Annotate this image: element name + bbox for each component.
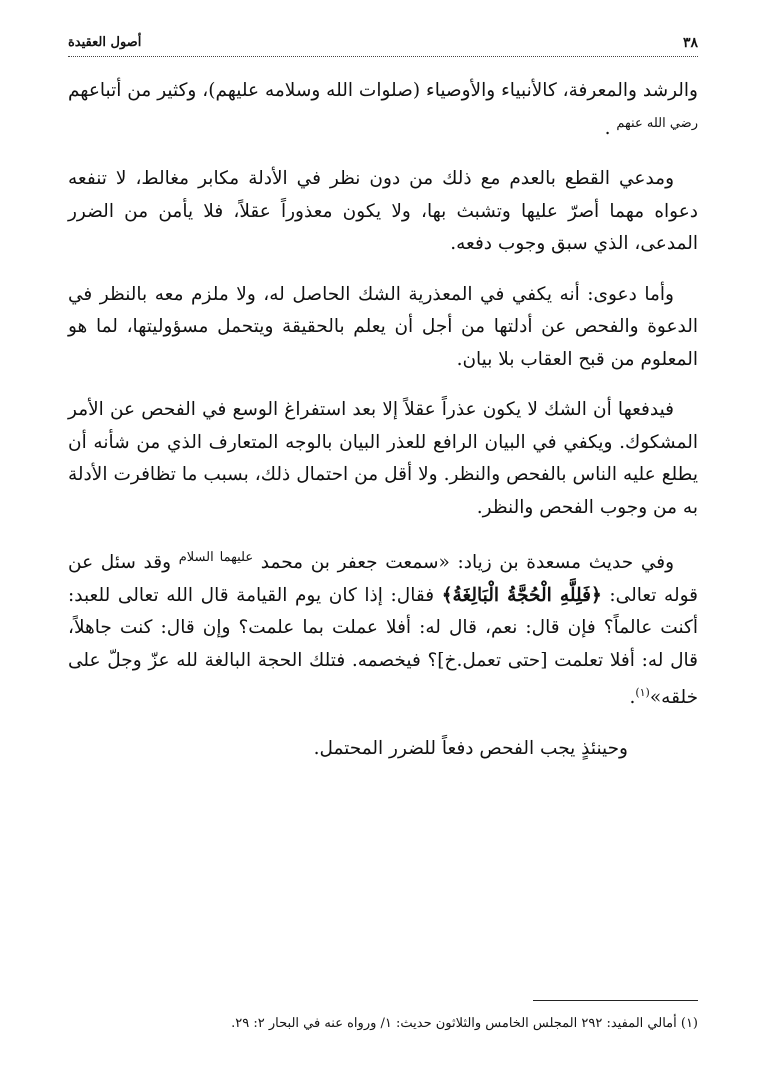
honorific-mark: عليهما السلام — [178, 550, 254, 566]
page-number: ٣٨ — [679, 30, 698, 56]
book-page — [68, 30, 698, 1070]
honorific-mark: رضي الله عنهم — [616, 115, 698, 131]
paragraph-1-end: . — [604, 117, 611, 139]
footnote-reference: (١) — [635, 686, 650, 700]
paragraph-1 — [68, 75, 698, 145]
paragraph-2: ومدعي القطع بالعدم مع ذلك من دون نظر في الأدلة مكابر مغالط، لا تنفعه دعواه مهما أصرّ عليها وتشبث بها، ولا يكون معذوراً عقلاً، فلا يأمن من الضرر المدعى، الذي سبق وجوب دفعه. — [68, 168, 698, 255]
footnote-divider — [533, 1000, 698, 1001]
paragraph-5-part-3: فقال: إذا كان يوم القيامة قال الله تعالى للعبد: أكنت عالماً؟ فإن قال: نعم، قال له: أفلا عملت بما علمت؟ وإن قال: كنت جاهلاً، قال له: أفلا تعلمت [حتى تعمل.خ]؟ فيخصمه. فتلك الحجة البالغة لله عزّ وجلّ على خلقه» — [68, 584, 698, 709]
paragraph-5-part-1: وفي حديث مسعدة بن زياد: «سمعت جعفر بن محمد — [260, 552, 675, 574]
body-text — [68, 75, 698, 765]
paragraph-5-end: . — [629, 687, 636, 709]
paragraph-3: وأما دعوى: أنه يكفي في المعذرية الشك الحاصل له، ولا ملزم معه بالنظر في الدعوة والفحص عن أدلتها من أجل أن يعلم بالحقيقة ويتحمل مسؤوليتها، لما هو المعلوم من قبح العقاب بلا بيان. — [68, 283, 698, 370]
running-header — [68, 30, 698, 57]
footnote: (١) أمالي المفيد: ٢٩٢ المجلس الخامس والثلاثون حديث: ١/ ورواه عنه في البحار ٢: ٢٩. — [231, 1016, 698, 1031]
quran-verse: ﴿فَلِلَّهِ الْحُجَّةُ الْبَالِغَةُ﴾ — [441, 584, 602, 606]
paragraph-6: وحينئذٍ يجب الفحص دفعاً للضرر المحتمل. — [313, 737, 628, 759]
paragraph-5-part-2: وقد سئل عن قوله تعالى: — [68, 552, 698, 606]
paragraph-1-text: والرشد والمعرفة، كالأنبياء والأوصياء (صلوات الله وسلامه عليهم)، وكثير من أتباعهم — [68, 80, 698, 101]
paragraph-5 — [68, 542, 698, 715]
running-title: أصول العقيدة — [68, 30, 145, 56]
paragraph-4: فيدفعها أن الشك لا يكون عذراً عقلاً إلا بعد استفراغ الوسع في الفحص عن الأمر المشكوك. ويكفي في البيان الرافع للعذر البيان بالوجه المتعارف الذي من شأنه أن يطلع عليه الناس بالفحص والنظر. ولا أقل من احتمال ذلك، بسبب ما تظافرت الأدلة به من وجوب الفحص والنظر. — [68, 399, 698, 518]
